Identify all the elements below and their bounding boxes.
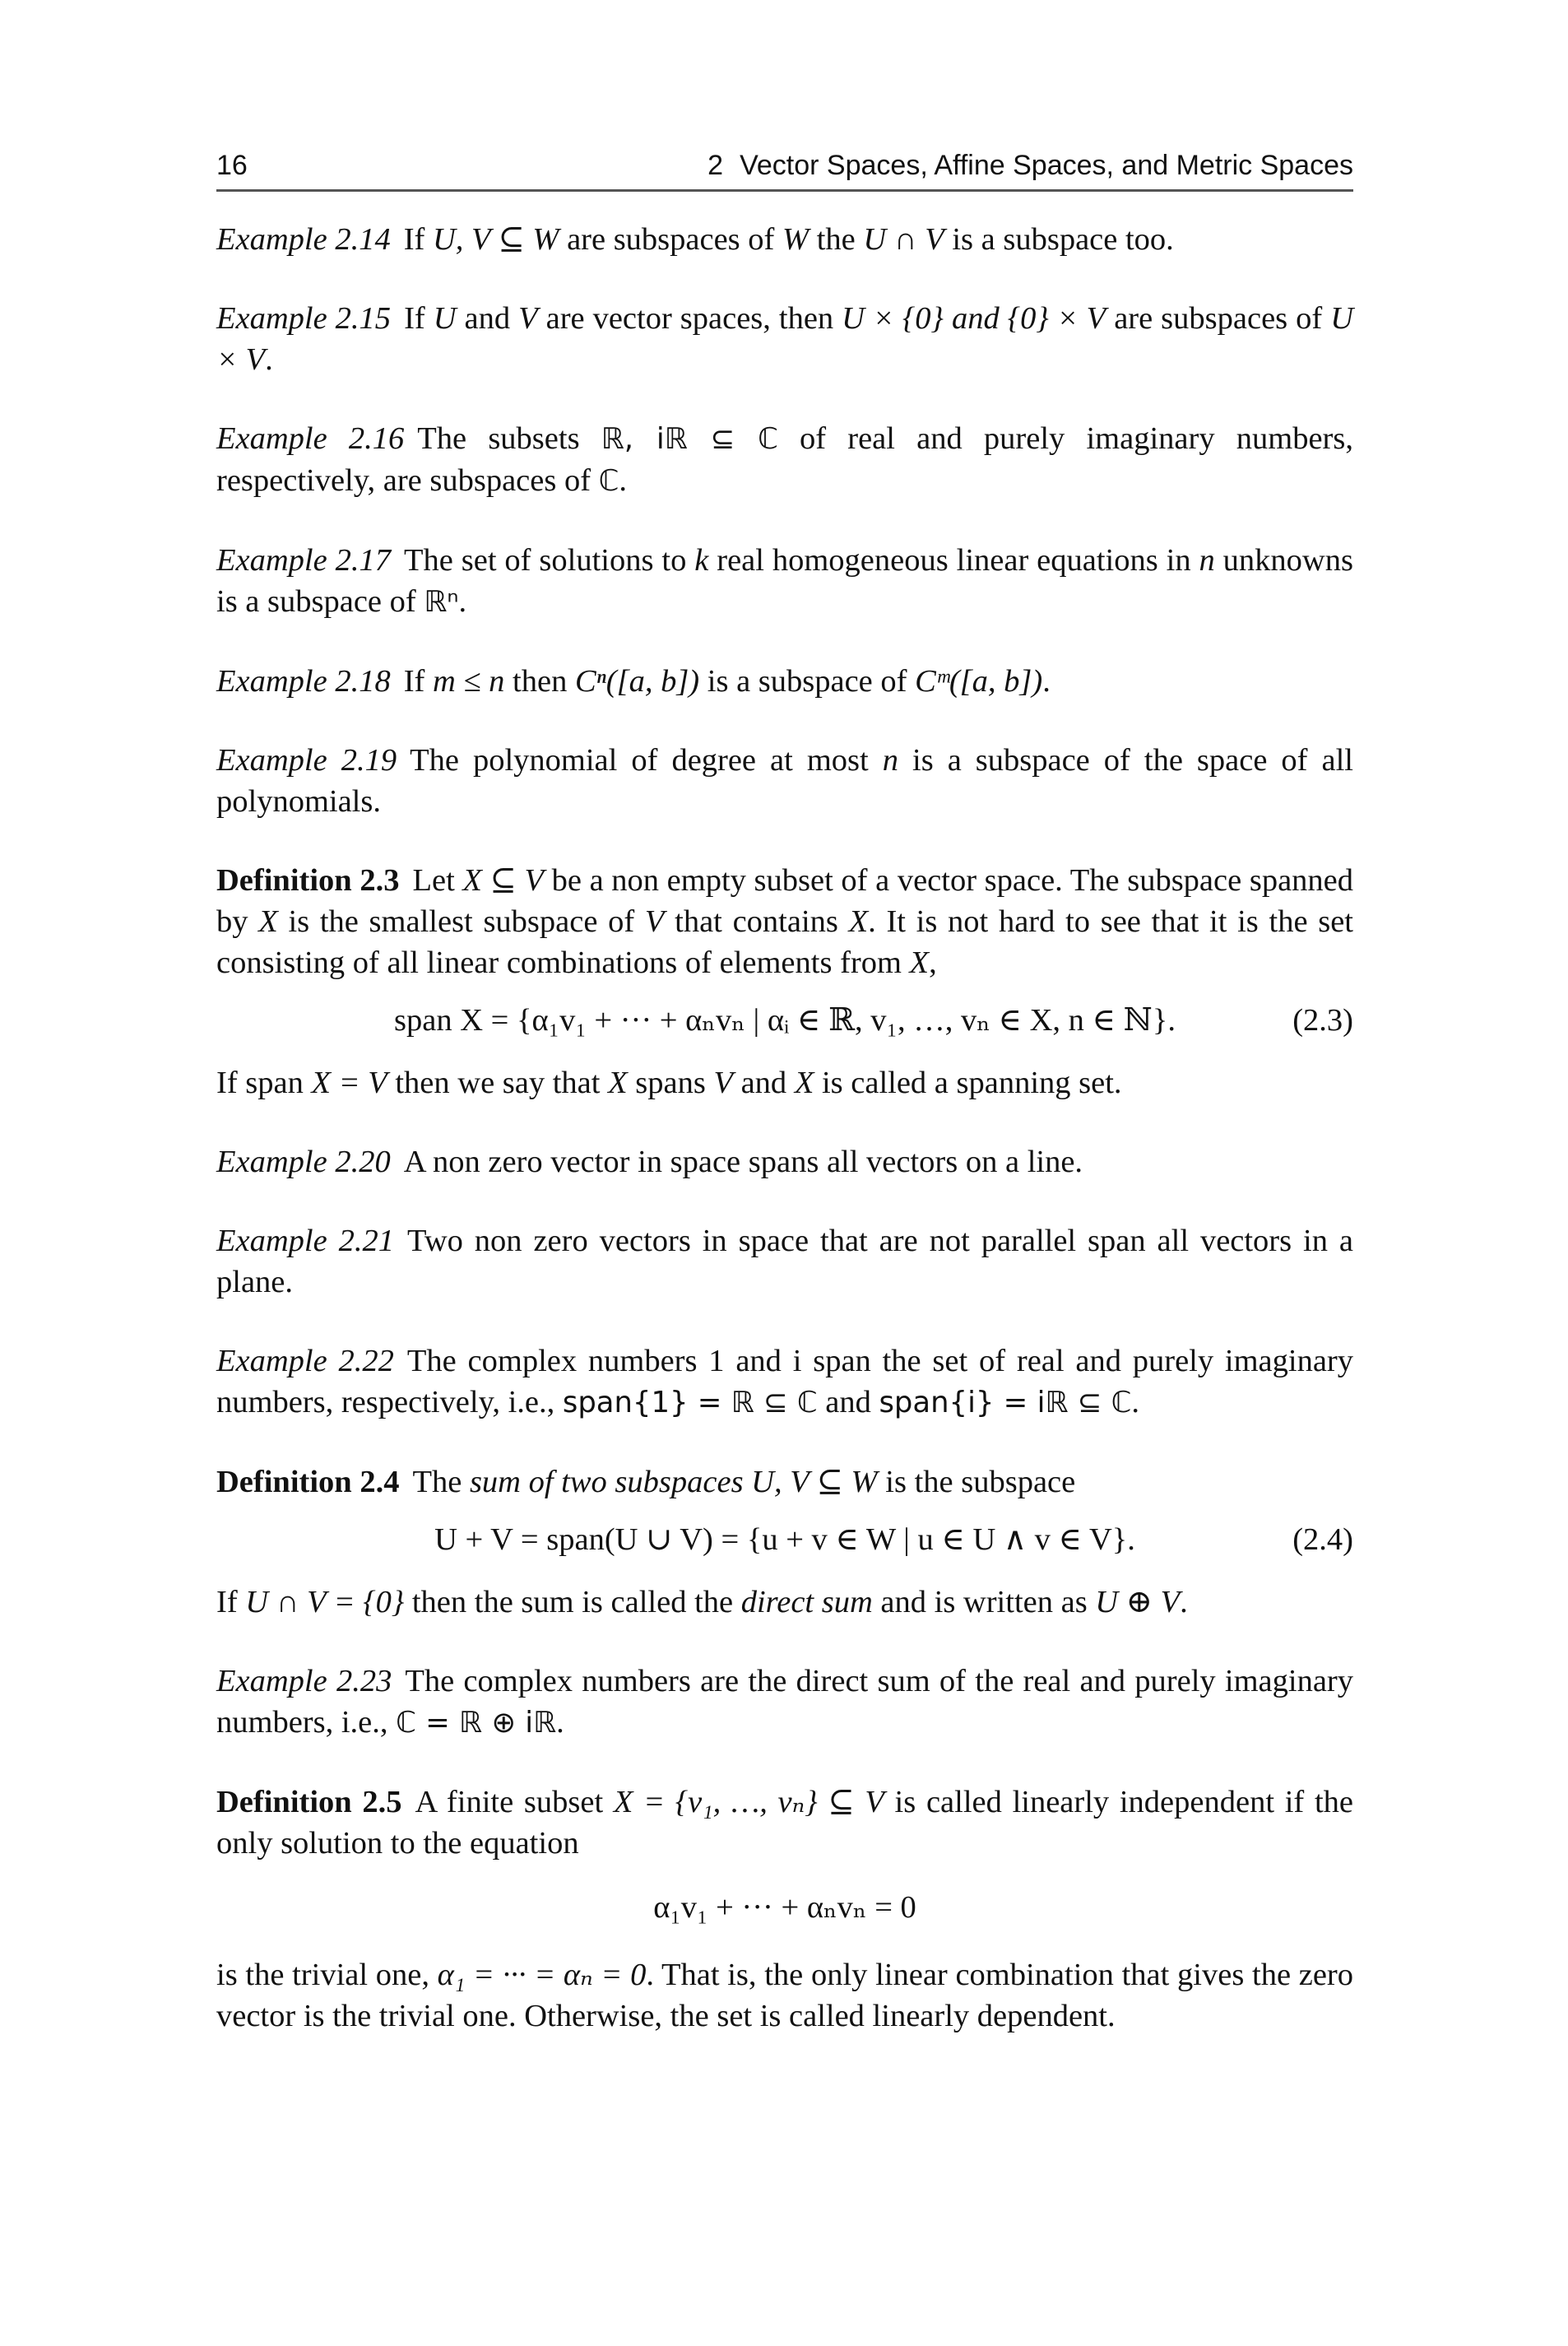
definition-2-3 xyxy=(216,860,1353,983)
math: ℝ, iℝ ⊆ ℂ xyxy=(601,422,778,456)
example-label: Example 2.18 xyxy=(216,664,391,699)
math: n xyxy=(1199,543,1215,578)
math: span{i} = iℝ ⊆ ℂ xyxy=(879,1386,1132,1419)
text: The set of solutions to xyxy=(403,543,695,578)
chapter-number: 2 xyxy=(707,150,724,181)
text: be a non empty subset of a vector space. The subspace spanned by xyxy=(216,863,1353,939)
example-label: Example 2.20 xyxy=(216,1145,391,1179)
math: U × {0} and {0} × V xyxy=(842,301,1106,336)
text: is the trivial one, xyxy=(216,1958,438,1992)
math: U × V xyxy=(216,301,1353,377)
text: . xyxy=(265,342,273,377)
example-2-20 xyxy=(216,1141,1353,1182)
text: If xyxy=(403,222,433,257)
math: U ∩ V = {0} xyxy=(245,1585,405,1619)
text: . xyxy=(1042,664,1051,699)
chapter-heading xyxy=(707,150,1353,182)
example-2-19 xyxy=(216,740,1353,822)
text: is a subspace of the space of all polynomials. xyxy=(216,743,1354,819)
definition-2-4 xyxy=(216,1461,1353,1503)
equation-formula: U + V = span(U ∪ V) = {u + v ∈ W | u ∈ U ∧ v ∈ V}. xyxy=(434,1522,1135,1557)
example-2-21 xyxy=(216,1220,1353,1303)
text: are subspaces of xyxy=(559,222,782,257)
definition-label: Definition 2.5 xyxy=(216,1785,402,1819)
text: . It is not hard to see that it is the set consisting of all linear combinations of elements from xyxy=(216,904,1353,980)
text: of real and purely imaginary numbers, respectively, are subspaces of xyxy=(216,421,1353,498)
definition-label: Definition 2.4 xyxy=(216,1465,400,1499)
example-label: Example 2.16 xyxy=(216,421,405,456)
math: ℝⁿ xyxy=(424,585,459,619)
math: U ∩ V xyxy=(863,222,944,257)
equation-number: (2.4) xyxy=(1292,1522,1353,1557)
text: . That is, the only linear combination that gives the zero vector is the trivial one. Otherwise, the set is called linearly dependent. xyxy=(216,1958,1353,2033)
page-body xyxy=(216,219,1353,2074)
example-label: Example 2.21 xyxy=(216,1224,394,1258)
emphasis: sum of two subspaces xyxy=(469,1465,744,1499)
math: α₁ = ··· = αₙ = 0 xyxy=(437,1958,647,1992)
text: If xyxy=(216,1585,246,1619)
example-2-14 xyxy=(216,219,1353,260)
text: A non zero vector in space spans all vectors on a line. xyxy=(403,1145,1083,1179)
text: Two non zero vectors in space that are not parallel span all vectors in a plane. xyxy=(216,1224,1353,1299)
definition-2-5 xyxy=(216,1782,1353,1864)
math: U xyxy=(433,301,457,336)
example-2-18 xyxy=(216,661,1353,702)
emphasis: direct sum xyxy=(740,1585,873,1619)
equation-linear-independence xyxy=(216,1887,1353,1928)
running-header xyxy=(216,146,1353,192)
equation-formula: α₁v₁ + ··· + αₙvₙ = 0 xyxy=(653,1890,916,1925)
example-2-16 xyxy=(216,418,1353,502)
page-number: 16 xyxy=(216,150,248,181)
math: m ≤ n xyxy=(432,664,505,699)
example-2-22 xyxy=(216,1340,1353,1424)
equation-2-4 xyxy=(216,1519,1353,1560)
text: and xyxy=(732,1066,795,1100)
definition-2-5-continued xyxy=(216,1954,1353,2037)
text: . xyxy=(458,584,467,619)
text: If xyxy=(403,664,433,699)
text: The subsets xyxy=(417,421,601,456)
text: . xyxy=(556,1705,564,1740)
text: is the subspace xyxy=(877,1465,1076,1499)
equation-2-3 xyxy=(216,1000,1353,1041)
math: X xyxy=(848,904,869,939)
text: and is written as xyxy=(872,1585,1096,1619)
text: If xyxy=(404,301,434,336)
math: Cᵐ([a, b]) xyxy=(915,664,1043,699)
math: V xyxy=(713,1066,733,1100)
math: X ⊆ V xyxy=(462,863,544,898)
text: is the smallest subspace of xyxy=(277,904,645,939)
math: span{1} = ℝ ⊆ ℂ xyxy=(562,1386,818,1419)
text: are vector spaces, then xyxy=(537,301,842,336)
text: spans xyxy=(627,1066,714,1100)
text: The complex numbers are the direct sum of the real and purely imaginary numbers, i.e., xyxy=(216,1664,1353,1740)
text: . xyxy=(619,463,628,498)
text: . xyxy=(1131,1385,1140,1419)
example-2-17 xyxy=(216,540,1353,623)
math: V xyxy=(518,301,538,336)
text: then the sum is called the xyxy=(404,1585,741,1619)
text: then xyxy=(504,664,575,699)
text: that contains xyxy=(664,904,849,939)
math: X xyxy=(794,1066,814,1100)
math: X xyxy=(258,904,278,939)
math: X = V xyxy=(311,1066,387,1100)
example-label: Example 2.19 xyxy=(216,743,397,778)
text: The complex numbers 1 and i span the set of real and purely imaginary numbers, respectively, i.e., xyxy=(216,1344,1353,1419)
text: . xyxy=(1180,1585,1188,1619)
example-label: Example 2.23 xyxy=(216,1664,392,1698)
text: is a subspace of xyxy=(699,664,916,699)
text: If span xyxy=(216,1066,312,1100)
math: ℂ xyxy=(598,464,619,498)
text: Let xyxy=(412,863,463,898)
definition-2-4-continued xyxy=(216,1582,1353,1623)
math: V xyxy=(644,904,665,939)
definition-2-3-continued xyxy=(216,1062,1353,1103)
definition-label: Definition 2.3 xyxy=(216,863,400,898)
math: W xyxy=(782,222,810,257)
text: real homogeneous linear equations in xyxy=(708,543,1199,578)
math: n xyxy=(882,743,898,778)
math: Cⁿ([a, b]) xyxy=(574,664,700,699)
text: are subspaces of xyxy=(1106,301,1331,336)
example-label: Example 2.15 xyxy=(216,301,392,336)
text: unknowns is a subspace of xyxy=(216,543,1353,619)
text: is called a spanning set. xyxy=(814,1066,1122,1100)
math: k xyxy=(694,543,709,578)
example-label: Example 2.17 xyxy=(216,543,391,578)
math: X xyxy=(608,1066,628,1100)
equation-formula: span X = {α₁v₁ + ··· + αₙvₙ | αᵢ ∈ ℝ, v₁, …, vₙ ∈ X, n ∈ ℕ}. xyxy=(394,1003,1176,1038)
text: The polynomial of degree at most xyxy=(410,743,883,778)
text: and xyxy=(456,301,519,336)
math: U ⊕ V xyxy=(1095,1585,1181,1619)
text: is a subspace too. xyxy=(944,222,1174,257)
text: , xyxy=(929,945,937,980)
example-label: Example 2.14 xyxy=(216,222,391,257)
example-2-23 xyxy=(216,1661,1353,1744)
math: X xyxy=(909,945,930,980)
example-label: Example 2.22 xyxy=(216,1344,394,1378)
example-2-15 xyxy=(216,298,1353,380)
math: U, V ⊆ W xyxy=(432,222,559,257)
text: is called linearly independent if the only solution to the equation xyxy=(216,1785,1353,1861)
equation-number: (2.3) xyxy=(1292,1003,1353,1038)
math: U, V ⊆ W xyxy=(743,1465,878,1499)
math: X = {v₁, …, vₙ} ⊆ V xyxy=(613,1785,884,1819)
text: then we say that xyxy=(387,1066,609,1100)
text: the xyxy=(809,222,864,257)
text: A finite subset xyxy=(415,1785,614,1819)
math: ℂ = ℝ ⊕ iℝ xyxy=(396,1706,557,1740)
text: The xyxy=(412,1465,470,1499)
chapter-title: Vector Spaces, Affine Spaces, and Metric Spaces xyxy=(740,150,1353,181)
text: and xyxy=(817,1385,879,1419)
